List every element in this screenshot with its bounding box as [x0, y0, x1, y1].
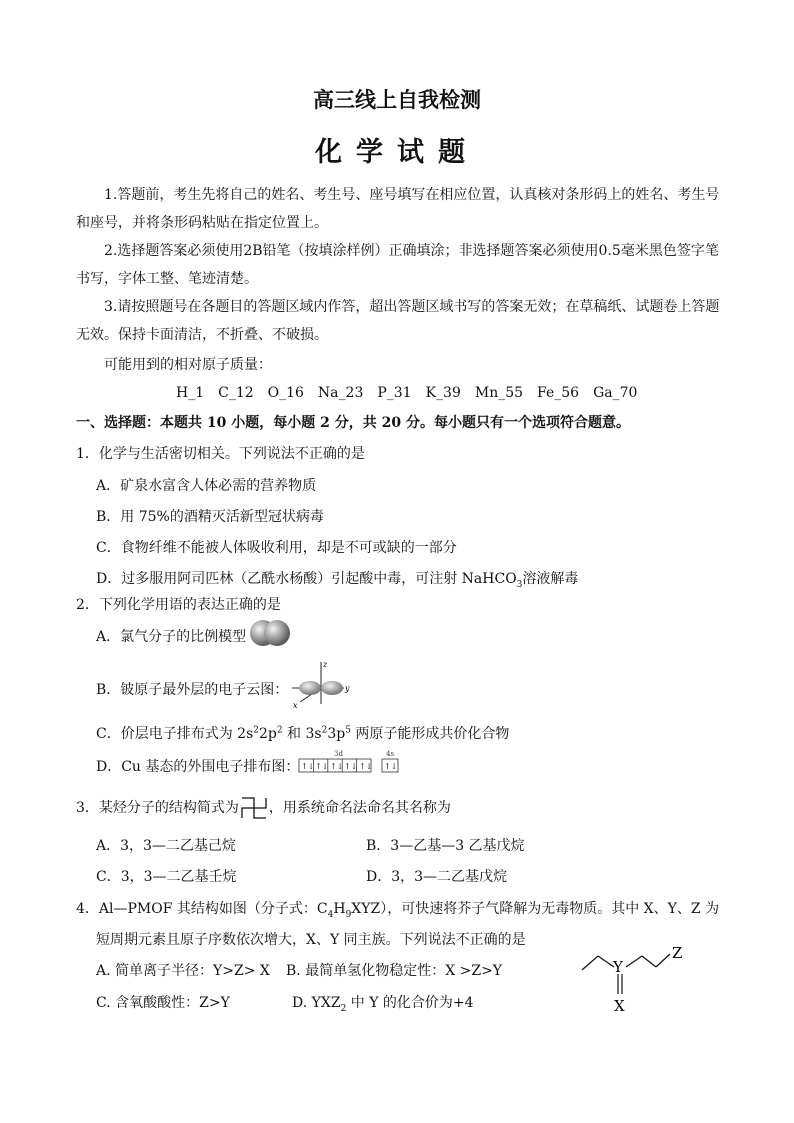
atom-z-label: Z [672, 944, 683, 962]
q3-option-c: C．3，3—二乙基壬烷 [96, 869, 237, 885]
q2-option-a: A．氯气分子的比例模型 [96, 629, 247, 645]
q3-stem [76, 793, 451, 823]
q2-c-text-5: 两原子能形成共价化合物 [350, 726, 510, 742]
al-pmof-structure-diagram [580, 940, 690, 1015]
q3-option-b: B．3—乙基—3 乙基戊烷 [366, 838, 525, 854]
title-subject: 化学试题 [315, 137, 479, 168]
q1-stem: 1．化学与生活密切相关。下列说法不正确的是 [76, 446, 365, 462]
electron-cloud-diagram [288, 658, 354, 710]
section-heading: 一、选择题：本题共 10 小题，每小题 2 分，共 20 分。每小题只有一个选项符合题意。 [76, 415, 630, 431]
q1-option-d [96, 568, 578, 590]
sub: 4 [327, 909, 334, 920]
q4-d-text: D. YXZ [292, 995, 341, 1011]
svg-text:↑↓: ↑↓ [315, 762, 329, 771]
sup: 2 [253, 725, 259, 736]
sup: 2 [276, 725, 283, 736]
sup: 2 [321, 725, 328, 736]
q1-option-b: B．用 75%的酒精灭活新型冠状病毒 [96, 509, 324, 525]
q2-c-text-4: 3p [327, 726, 346, 742]
q4-option-d [292, 992, 474, 1014]
q3-option-d: D．3，3—二乙基戊烷 [366, 869, 508, 885]
chlorine-molecule-model-image [246, 616, 294, 650]
orbital-3d-label: 3d [334, 750, 343, 758]
instruction-1: 1.答题前，考生先将自己的姓名、考生号、座号填写在相应位置，认真核对条形码上的姓名、考生号和座号，并将条形码粘贴在指定位置上。 [76, 187, 720, 231]
q2-c-text-2: 2p [259, 726, 277, 742]
q4-d-text-end: 中 Y 的化合价为+4 [346, 995, 474, 1011]
sup: 5 [345, 725, 351, 736]
atom-x-label: X [614, 997, 625, 1015]
q2-c-text: C．价层电子排布式为 2s [96, 726, 254, 742]
instruction-2: 2.选择题答案必须使用2B铅笔（按填涂样例）正确填涂；非选择题答案必须使用0.5毫米黑色签字笔书写，字体工整、笔迹清楚。 [76, 243, 719, 287]
q2-stem: 2．下列化学用语的表达正确的是 [76, 597, 281, 613]
atom-y-label: Y [613, 958, 623, 976]
axis-x-label: x [293, 701, 298, 710]
q3-stem-text-end: ，用系统命名法命名其名称为 [268, 800, 451, 816]
axis-z-label: z [323, 660, 328, 669]
orbital-4s-label: 4s [386, 750, 395, 758]
hydrocarbon-skeletal-structure [239, 793, 269, 823]
q4-text-3: XYZ），可快速将芥子气降解为无毒物质。其中 X、Y、Z 为 [351, 901, 720, 917]
q3-stem-text: 3．某烃分子的结构简式为 [76, 800, 239, 816]
q4-stem-line2: 短周期元素且原子序数依次增大，X、Y 同主族。下列说法不正确的是 [96, 932, 526, 948]
q4-text-2: H [333, 901, 346, 917]
axis-y-label: y [345, 684, 350, 693]
svg-text:↑↓: ↑↓ [344, 762, 358, 771]
instruction-3: 3.请按照题号在各题目的答题区域内作答，超出答题区域书写的答案无效；在草稿纸、试题卷上答题无效。保持卡面清洁，不折叠、不破损。 [76, 299, 720, 343]
q3-option-a: A．3，3—二乙基己烷 [96, 838, 236, 854]
q4-option-c: C. 含氧酸酸性：Z>Y [96, 995, 230, 1011]
svg-text:↑↓: ↑↓ [384, 762, 398, 771]
q2-option-c [96, 723, 509, 743]
orbital-diagram [298, 748, 404, 776]
svg-text:↑↓: ↑↓ [359, 762, 373, 771]
q1-d-subscript: 3 [516, 579, 523, 590]
q4-text: 4．Al—PMOF 其结构如图（分子式：C [76, 901, 328, 917]
svg-text:↑↓: ↑↓ [301, 762, 315, 771]
atomic-mass-list: H_1 C_12 O_16 Na_23 P_31 K_39 Mn_55 Fe_56 Ga_70 [176, 385, 638, 401]
title-main: 高三线上自我检测 [313, 87, 481, 112]
q2-option-b: B．铍原子最外层的电子云图： [96, 682, 289, 698]
q4-stem-line1 [76, 898, 719, 920]
sub: 9 [345, 909, 352, 920]
q4-option-a: A. 简单离子半径：Y>Z> X [96, 963, 270, 979]
svg-text:↑↓: ↑↓ [330, 762, 344, 771]
q1-option-c: C．食物纤维不能被人体吸收利用，却是不可或缺的一部分 [96, 540, 457, 556]
q1-option-a: A．矿泉水富含人体必需的营养物质 [96, 478, 317, 494]
q4-option-b: B. 最简单氢化物稳定性：X >Z>Y [286, 963, 503, 979]
atomic-mass-label: 可能用到的相对原子质量： [104, 357, 272, 373]
q2-option-d: D．Cu 基态的外围电子排布图： [96, 759, 300, 775]
q1-d-text: D．过多服用阿司匹林（乙酰水杨酸）引起酸中毒，可注射 NaHCO [96, 571, 517, 587]
sub: 2 [340, 1003, 347, 1014]
q2-c-text-3: 和 3s [282, 726, 322, 742]
q1-d-text-end: 溶液解毒 [522, 571, 579, 587]
